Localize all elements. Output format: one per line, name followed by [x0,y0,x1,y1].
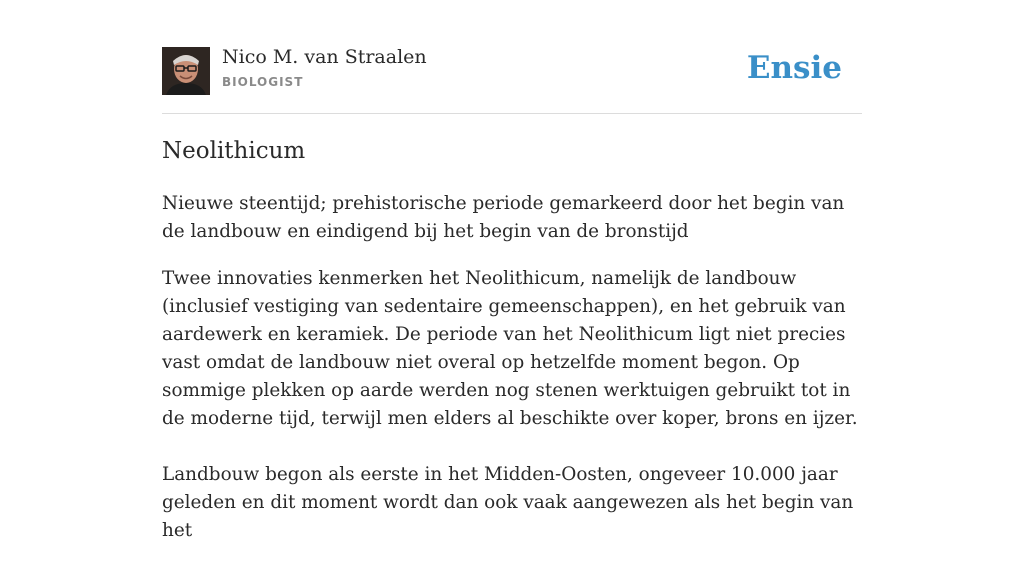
body-paragraph: Landbouw begon als eerste in het Midden-Oosten, ongeveer 10.000 jaar geleden en dit moment wordt dan ook vaak aangewezen als het begin van het [162,464,854,541]
body-paragraph: Twee innovaties kenmerken het Neolithicum, namelijk de landbouw (inclusief vestiging van sedentaire gemeenschappen), en het gebruik van aardewerk en keramiek. De periode van het Neolithicum ligt niet precies vast omdat de landbouw niet overal op hetzelfde moment begon. Op sommige plekken op aarde werden nog stenen werktuigen gebruikt tot in de moderne tijd, terwijl men elders al beschikte over koper, brons en ijzer. [162,268,858,429]
author-role: BIOLOGIST [222,75,304,89]
entry-title: Neolithicum [162,138,306,164]
author-name[interactable]: Nico M. van Straalen [222,46,427,68]
author-avatar[interactable] [162,47,210,95]
brand-logo[interactable]: Ensie [746,50,842,86]
header [162,0,862,114]
page-container [162,0,862,541]
entry-body [162,265,862,573]
entry-definition: Nieuwe steentijd; prehistorische periode gemarkeerd door het begin van de landbouw en eindigend bij het begin van de bronstijd [162,193,845,242]
portrait-icon [162,47,210,95]
